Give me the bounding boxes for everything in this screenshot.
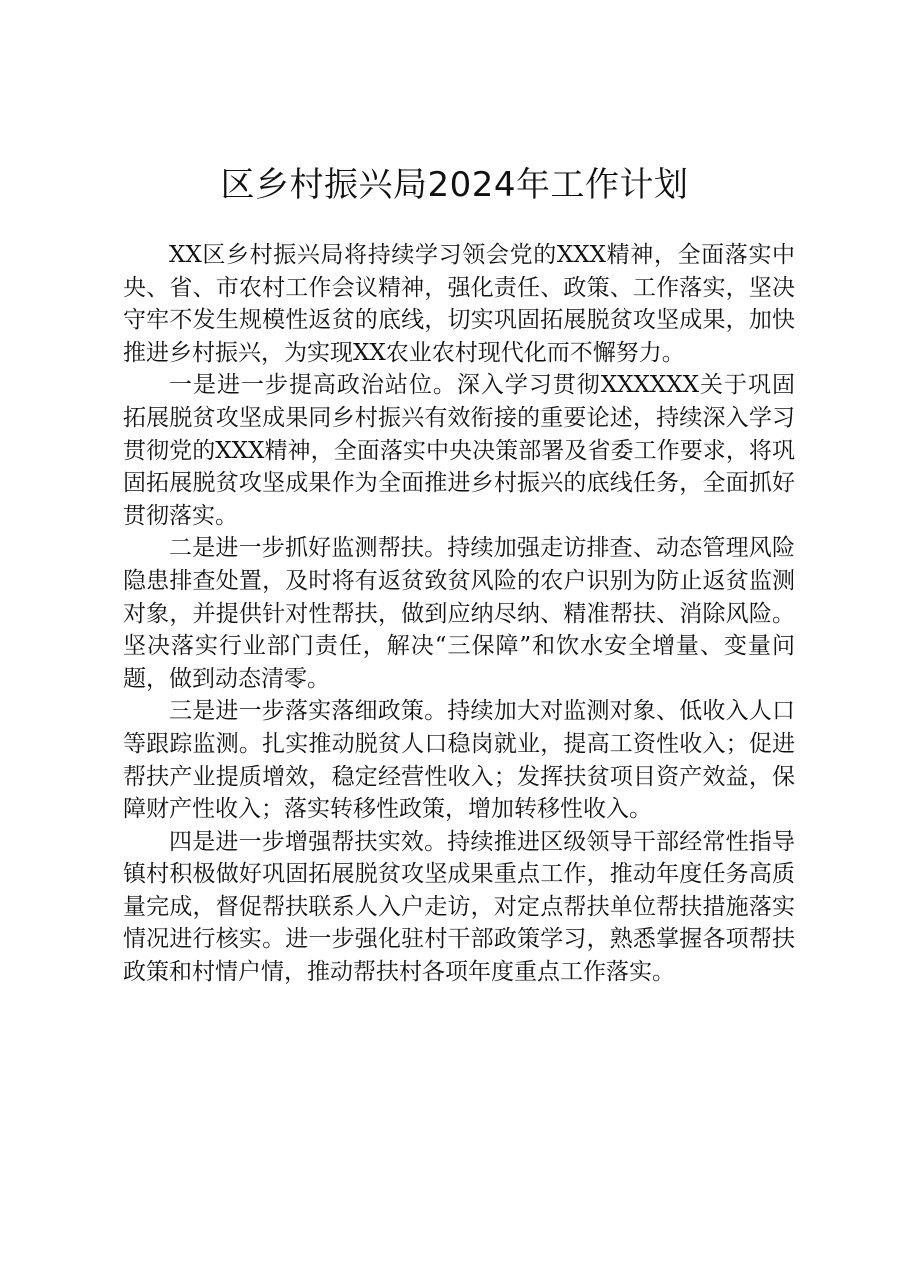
paragraph-political-stance: 一是进一步提高政治站位。深入学习贯彻XXXXXX关于巩固拓展脱贫攻坚成果同乡村振兴有效衔接的重要论述，持续深入学习贯彻党的XXX精神，全面落实中央决策部署及省委工作要求，将巩固拓展脱贫攻坚成果作为全面推进乡村振兴的底线任务，全面抓好贯彻落实。: [123, 372, 795, 529]
paragraph-policy-implementation: 三是进一步落实落细政策。持续加大对监测对象、低收入人口等跟踪监测。扎实推动脱贫人口稳岗就业，提高工资性收入；促进帮扶产业提质增效，稳定经营性收入；发挥扶贫项目资产效益，保障财产性收入；落实转移性政策，增加转移性收入。: [123, 698, 795, 823]
paragraph-assistance-effectiveness: 四是进一步增强帮扶实效。持续推进区级领导干部经常性指导镇村积极做好巩固拓展脱贫攻坚成果重点工作，推动年度任务高质量完成，督促帮扶联系人入户走访，对定点帮扶单位帮扶措施落实情况进行核实。进一步强化驻村干部政策学习，熟悉掌握各项帮扶政策和村情户情，推动帮扶村各项年度重点工作落实。: [123, 828, 795, 986]
paragraph-monitoring-assistance: 二是进一步抓好监测帮扶。持续加强走访排查、动态管理风险隐患排查处置，及时将有返贫致贫风险的农户识别为防止返贫监测对象，并提供针对性帮扶，做到应纳尽纳、精准帮扶、消除风险。坚决落实行业部门责任，解决“三保障”和饮水安全增量、变量问题，做到动态清零。: [123, 535, 795, 692]
intro-paragraph: XX区乡村振兴局将持续学习领会党的XXX精神，全面落实中央、省、市农村工作会议精神，强化责任、政策、工作落实，坚决守牢不发生规模性返贫的底线，切实巩固拓展脱贫攻坚成果，加快推进乡村振兴，为实现XX农业农村现代化而不懈努力。: [123, 242, 795, 366]
document-body: [123, 239, 795, 989]
document-title: 区乡村振兴局2024年工作计划: [220, 165, 689, 205]
